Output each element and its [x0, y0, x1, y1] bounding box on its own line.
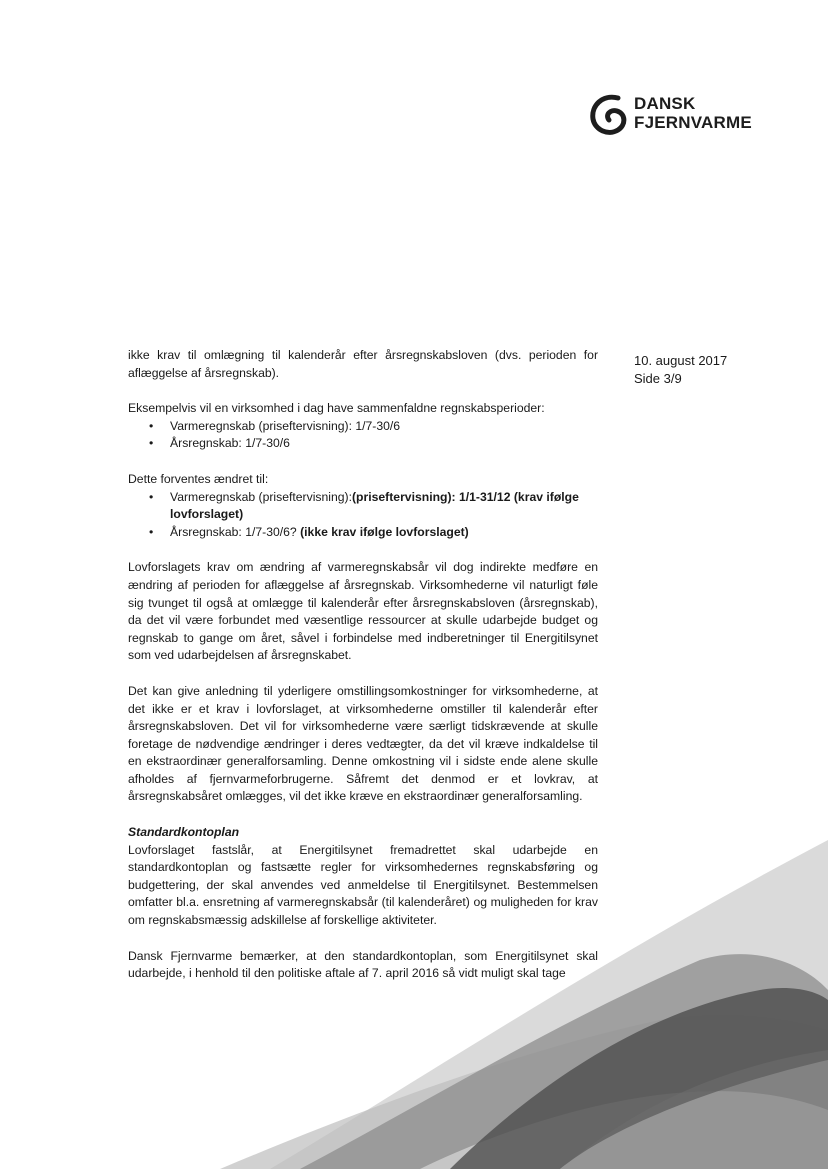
section-heading: Standardkontoplan [128, 825, 240, 840]
list-item-text: Varmeregnskab (priseftervisning):(priseftervisning): 1/1-31/12 (krav ifølge lovforslaget) [170, 489, 579, 522]
bullet-list-changed [128, 489, 598, 542]
bullet-list-current [128, 418, 598, 453]
paragraph-1: ikke krav til omlægning til kalenderår efter årsregnskabsloven (dvs. perioden for aflæggelse af årsregnskab). [128, 348, 598, 380]
logo-line-2: FJERNVARME [634, 113, 752, 132]
dansk-fjernvarme-logo [588, 92, 758, 142]
document-date: 10. august 2017 [634, 353, 728, 368]
list-item: • Årsregnskab: 1/7-30/6 [128, 435, 598, 453]
page-number: Side 3/9 [634, 371, 682, 386]
paragraph-6: Lovforslaget fastslår, at Energitilsynet fremadrettet skal udarbejde en standardkontoplan og fastsætte regler for virksomhedernes regnskabsføring og budgettering, der skal anvendes ved anmeldelse til Energitilsynet. Bestemmelsen omfatter bl.a. ensretning af varmeregnskabsår (til kalenderåret) og muligheden for krav om regnskabsmæssig adskillelse af forskellige aktiviteter. [128, 842, 598, 928]
paragraph-4: Lovforslagets krav om ændring af varmeregnskabsår vil dog indirekte medføre en ændring af perioden for aflæggelse af årsregnskab. Virksomhederne vil naturligt føle sig tvunget til også at omlægge til kalenderår efter årsregnskabsloven (årsregnskab), da det vil være forbundet med væsentlige ressourcer at skulle udarbejde budget og regnskab to gange om året, såvel i forbindelse med indberetninger til Energitilsynet som ved udarbejdelsen af årsregnskabet. [128, 560, 598, 663]
logo-line-1: DANSK [634, 94, 696, 113]
list-item: • Varmeregnskab (priseftervisning): 1/7-30/6 [128, 418, 598, 436]
paragraph-7: Dansk Fjernvarme bemærker, at den standardkontoplan, som Energitilsynet skal udarbejde, i henhold til den politiske aftale af 7. april 2016 så vidt muligt skal tage [128, 948, 598, 981]
list-item-text: Årsregnskab: 1/7-30/6? (ikke krav ifølge lovforslaget) [170, 524, 469, 539]
logo-swirl-icon [588, 92, 632, 138]
paragraph-5: Det kan give anledning til yderligere omstillingsomkostninger for virksomhederne, at det ikke er et krav i lovforslaget, at virksomhederne omstiller til kalenderår efter årsregnskabsloven. Det vil for virksomhederne være særligt tidskrævende at skulle foretage de nødvendige ændringer i deres vedtægter, da det vil kræve indkaldelse til en ekstraordinær generalforsamling. Denne omkostning vil i sidste ende alene skulle afholdes af fjernvarmeforbrugerne. Såfremt det denmod er et lovkrav, at årsregnskabsåret omlægges, vil det ikke kræve en ekstraordinær generalforsamling. [128, 683, 598, 804]
document-meta [634, 352, 727, 388]
paragraph-3: Dette forventes ændret til: [128, 471, 269, 486]
document-body [128, 347, 598, 983]
logo-wordmark [634, 94, 752, 132]
paragraph-2: Eksempelvis vil en virksomhed i dag have sammenfaldne regnskabsperioder: [128, 401, 545, 416]
list-item [128, 489, 598, 524]
list-item [128, 524, 598, 542]
